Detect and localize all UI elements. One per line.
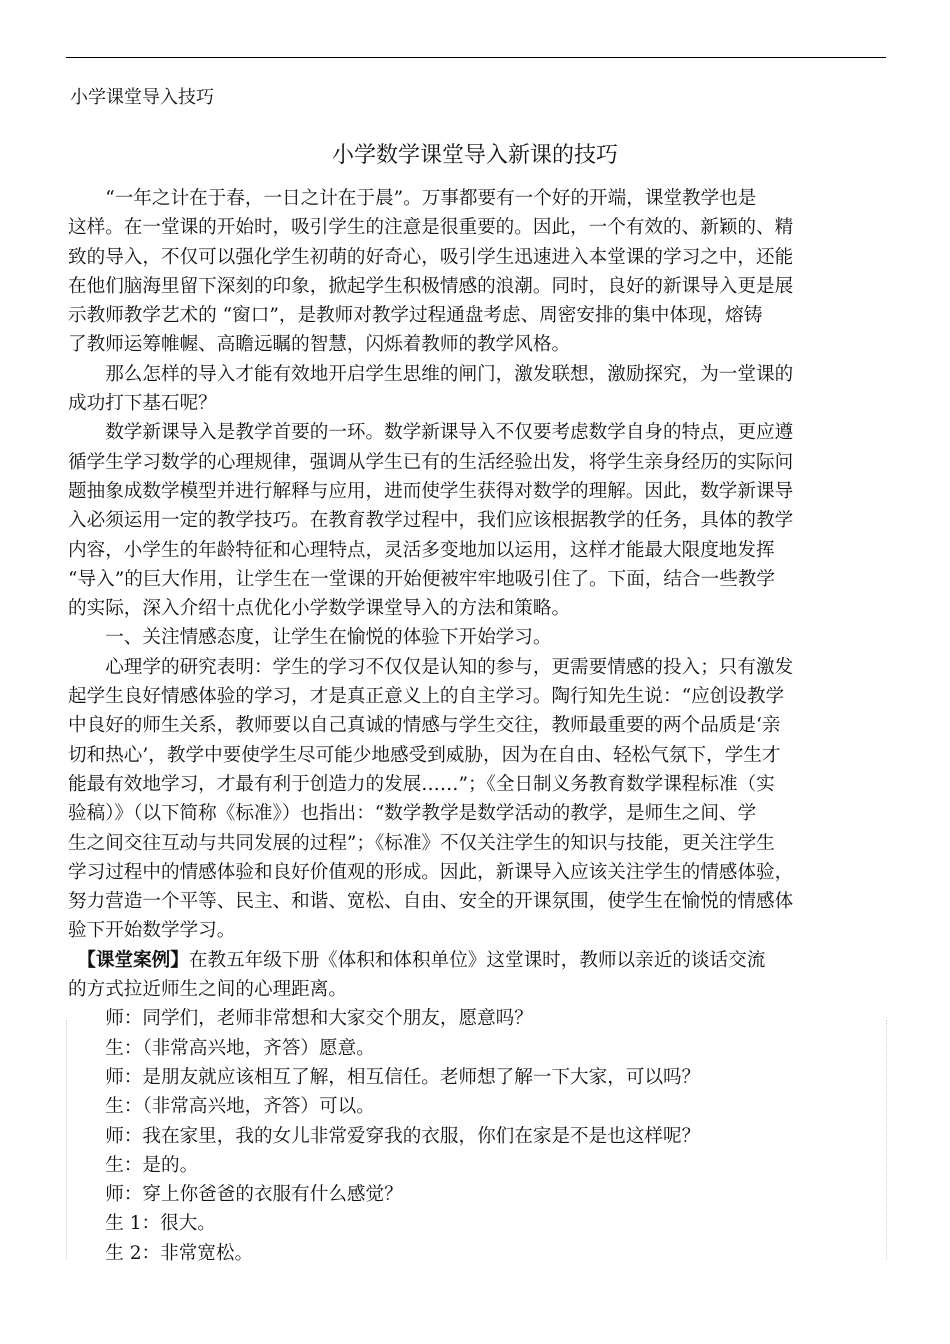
text-line: 努力营造一个平等、民主、和谐、宽松、自由、安全的开课氛围，使学生在愉悦的情感体: [68, 891, 794, 913]
text-line: 致的导入，不仅可以强化学生初萌的好奇心，吸引学生迅速进入本堂课的学习之中，还能: [68, 246, 794, 268]
article-body: [68, 184, 888, 1268]
text-line: 示教师教学艺术的 “窗口”，是教师对教学过程通盘考虑、周密安排的集中体现，熔铸: [68, 305, 763, 327]
case-text: 在教五年级下册《体积和体积单位》这堂课时，教师以亲近的谈话交流: [188, 949, 766, 971]
case-line: [68, 946, 888, 975]
text-line: 循学生学习数学的心理规律，强调从学生已有的生活经验出发，将学生亲身经历的实际问: [68, 451, 794, 473]
dialogue-line: 师：同学们，老师非常想和大家交个朋友，愿意吗？: [68, 1008, 533, 1030]
dialogue-line: 生：（非常高兴地，齐答）愿意。: [68, 1037, 375, 1059]
text-line: 验下开始数学学习。: [68, 920, 236, 942]
text-line: “一年之计在于春，一日之计在于晨”。万事都要有一个好的开端，课堂教学也是: [68, 188, 757, 209]
text-line: 心理学的研究表明：学生的学习不仅仅是认知的参与，更需要情感的投入；只有激发: [68, 656, 794, 678]
article-title: 小学数学课堂导入新课的技巧: [331, 143, 618, 168]
header-rule: [66, 57, 886, 58]
section-heading: 一、关注情感态度，让学生在愉悦的体验下开始学习。: [68, 627, 552, 649]
dialogue-line: 生 1：很大。: [68, 1213, 216, 1235]
text-line: 入必须运用一定的教学技巧。在教育教学过程中，我们应该根据教学的任务，具体的教学: [68, 510, 794, 532]
dialogue-line: 生 2：非常宽松。: [68, 1242, 254, 1264]
text-line: 数学新课导入是教学首要的一环。数学新课导入不仅要考虑数学自身的特点，更应遵: [68, 422, 794, 444]
text-line: 能最有效地学习，才最有利于创造力的发展……”；《全日制义务教育数学课程标准（实: [68, 773, 775, 795]
text-line: 内容，小学生的年龄特征和心理特点，灵活多变地加以运用，这样才能最大限度地发挥: [68, 539, 775, 561]
text-line: 生之间交往互动与共同发展的过程”；《标准》不仅关注学生的知识与技能，更关注学生: [68, 832, 775, 854]
dialogue-line: 师：穿上你爸爸的衣服有什么感觉？: [68, 1184, 403, 1206]
text-line: 起学生良好情感体验的学习，才是真正意义上的自主学习。陶行知先生说：“应创设教学: [68, 686, 785, 708]
text-line: 这样。在一堂课的开始时，吸引学生的注意是很重要的。因此，一个有效的、新颖的、精: [68, 217, 794, 239]
text-line: 在他们脑海里留下深刻的印象，掀起学生积极情感的浪潮。同时，良好的新课导入更是展: [68, 275, 794, 297]
text-line: 验稿）》（以下简称《标准》）也指出：“数学教学是数学活动的教学，是师生之间、学: [68, 803, 757, 825]
text-line: 题抽象成数学模型并进行解释与应用，进而使学生获得对数学的理解。因此，数学新课导: [68, 480, 794, 502]
case-line: 的方式拉近师生之间的心理距离。: [68, 979, 347, 1001]
text-line: “导入”的巨大作用，让学生在一堂课的开始便被牢牢地吸引住了。下面，结合一些教学: [68, 568, 775, 590]
text-line: 切和热心’，教学中要使学生尽可能少地感受到威胁，因为在自由、轻松气氛下，学生才: [68, 744, 781, 766]
text-line: 学习过程中的情感体验和良好价值观的形成。因此，新课导入应该关注学生的情感体验，: [68, 861, 794, 883]
running-header: 小学课堂导入技巧: [70, 87, 214, 108]
dialogue-line: 生：是的。: [68, 1154, 199, 1176]
dialogue-line: 师：我在家里，我的女儿非常爱穿我的衣服，你们在家是不是也这样呢？: [68, 1125, 701, 1147]
text-line: 的实际，深入介绍十点优化小学数学课堂导入的方法和策略。: [68, 598, 571, 620]
dialogue-line: 生：（非常高兴地，齐答）可以。: [68, 1096, 375, 1118]
text-line: 中良好的师生关系，教师要以自己真诚的情感与学生交往，教师最重要的两个品质是‘亲: [68, 715, 781, 737]
text-line: 那么怎样的导入才能有效地开启学生思维的闸门，激发联想，激励探究，为一堂课的: [68, 363, 794, 385]
text-line: 了教师运筹帷幄、高瞻远瞩的智慧，闪烁着教师的教学风格。: [68, 334, 571, 356]
dialogue-line: 师：是朋友就应该相互了解，相互信任。老师想了解一下大家，可以吗？: [68, 1066, 701, 1088]
text-line: 成功打下基石呢？: [68, 393, 217, 415]
frame-left-border: [66, 1020, 67, 1260]
case-label: 【课堂案例】: [86, 949, 189, 971]
